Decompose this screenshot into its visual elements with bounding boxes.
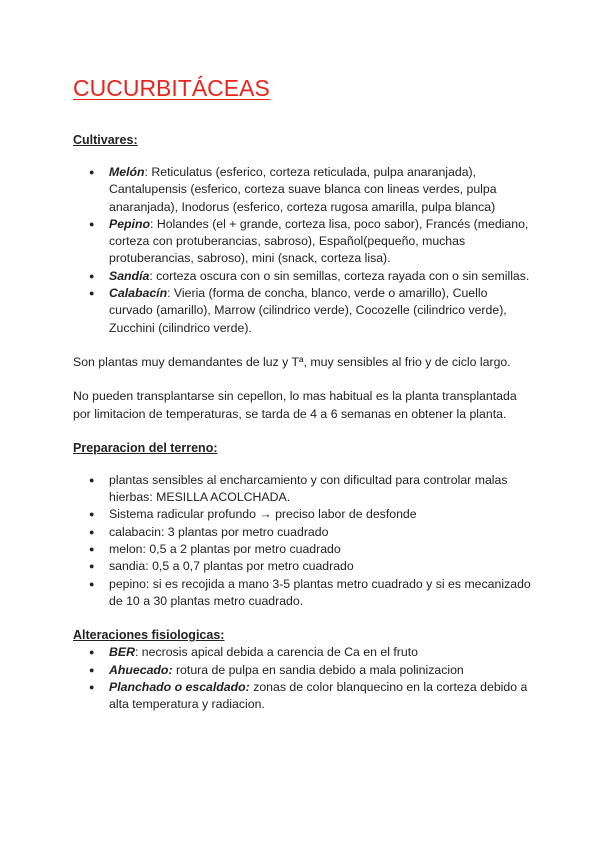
term-label: Pepino [109, 216, 150, 231]
term-description: zonas de color blanquecino en la corteza debido a alta temperatura y radiacion. [109, 679, 528, 712]
list-item: ● plantas sensibles al encharcamiento y con dificultad para controlar malas hierbas: MESILLA ACOLCHADA. [73, 472, 533, 507]
alteraciones-heading: Alteraciones fisiologicas: [73, 628, 225, 643]
term-label: Melón [109, 165, 145, 179]
terreno-heading: Preparacion del terreno: [73, 440, 218, 455]
alteraciones-list [73, 644, 533, 713]
page-title: CUCURBITÁCEAS [73, 75, 270, 101]
term-description: : Holandes (el + grande, corteza lisa, poco sabor), Francés (mediano, corteza con protuberancias, sabroso), Español(pequeño, muchas protuberancias, sabroso), mini (snack, corteza lisa). [109, 216, 529, 266]
list-item: ● calabacin: 3 plantas por metro cuadrado [73, 524, 533, 541]
cultivares-list [73, 164, 533, 337]
term-label: Ahuecado: [109, 662, 173, 677]
list-item-pepino [73, 216, 533, 268]
term-label: Planchado o escaldado: [109, 679, 250, 694]
term-label: Calabacín [109, 286, 168, 301]
term-label: BER [109, 645, 135, 660]
term-description: : corteza oscura con o sin semillas, corteza rayada con o sin semillas. [149, 268, 530, 283]
list-item: ● sandia: 0,5 a 0,7 plantas por metro cuadrado [73, 558, 533, 575]
cultivares-heading: Cultivares: [73, 133, 138, 147]
list-item-calabacin [73, 285, 533, 337]
document-page [73, 74, 533, 713]
paragraph-luz: Son plantas muy demandantes de luz y Tª, muy sensibles al frio y de ciclo largo. [73, 354, 511, 369]
term-description: : Vieria (forma de concha, blanco, verde o amarillo), Cuello curvado (amarillo), Marrow (cilindrico verde), Cocozelle (cilindrico verde), Zucchini (cilindrico verde). [109, 286, 507, 335]
term-label: Sandía [109, 268, 150, 283]
list-item: ● Sistema radicular profundo → preciso labor de desfonde [73, 506, 533, 523]
terreno-list [73, 472, 533, 610]
list-item-ahuecado [73, 662, 533, 679]
list-item-ber [73, 644, 533, 661]
list-item-melon [73, 164, 533, 216]
term-description: rotura de pulpa en sandia debido a mala polinizacion [172, 662, 464, 677]
paragraph-cepellon: No pueden transplantarse sin cepellon, lo mas habitual es la planta transplantada por limitacion de temperaturas, se tarda de 4 a 6 semanas en obtener la planta. [73, 389, 517, 421]
list-item: ● pepino: si es recojida a mano 3-5 plantas metro cuadrado y si es mecanizado de 10 a 30 plantas metro cuadrado. [73, 576, 533, 611]
list-item-planchado [73, 679, 533, 714]
term-description: : Reticulatus (esferico, corteza reticulada, pulpa anaranjada), Cantalupensis (esferico, corteza suave blanca con lineas verdes, pulpa anaranjada), Inodorus (esferico, corteza rugosa amarilla, pulpa blanca) [109, 165, 497, 214]
list-item-sandia [73, 268, 533, 285]
list-item: ● melon: 0,5 a 2 plantas por metro cuadrado [73, 541, 533, 558]
term-description: : necrosis apical debida a carencia de Ca en el fruto [134, 645, 418, 660]
